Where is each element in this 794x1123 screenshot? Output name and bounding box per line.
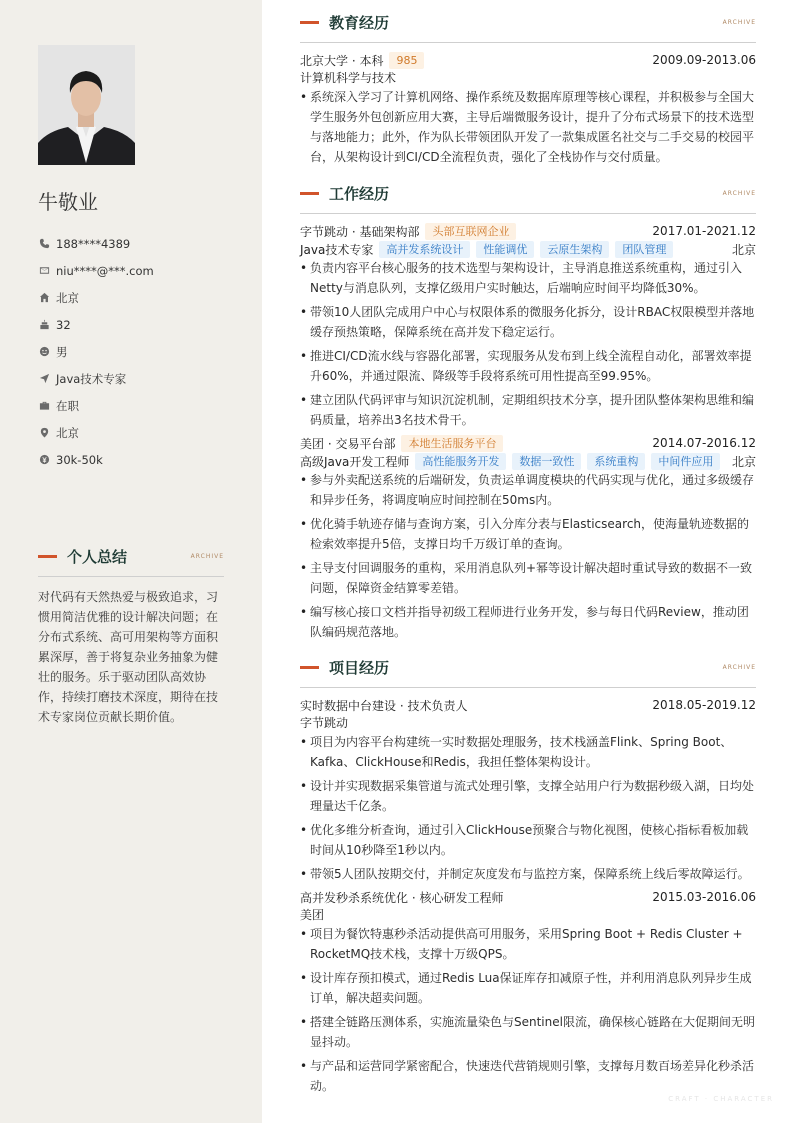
contact-status xyxy=(38,392,238,419)
section-accent-bar xyxy=(38,555,57,558)
education-row xyxy=(300,51,756,69)
education-bullets xyxy=(300,87,756,167)
project-bullets xyxy=(300,732,756,884)
job-role-row xyxy=(300,240,756,258)
list-item: • 系统深入学习了计算机网络、操作系统及数据库原理等核心课程，并积极参与全国大学生服务外包创新应用大赛，主导后端微服务设计，提升了分布式场景下的技术选型与落地能力；此外，作为队长带领团队开发了一款集成匿名社交与二手交易的校园平台，从架构设计到CI/CD全流程负责，强化了全栈协作与交付质量。 xyxy=(300,87,756,167)
list-item: • 带领5人团队按期交付，并制定灰度发布与监控方案，保障系统上线后零故障运行。 xyxy=(300,864,756,884)
projects-section xyxy=(300,657,756,1100)
skill-tag: 数据一致性 xyxy=(512,453,581,470)
person-icon xyxy=(38,346,50,358)
projects-title: 项目经历 xyxy=(329,659,390,677)
archive-label: ARCHIVE xyxy=(722,664,756,671)
contact-home-value: 北京 xyxy=(56,290,79,305)
contact-gender xyxy=(38,338,238,365)
education-section xyxy=(300,12,756,171)
company-name: 美团 · 交易平台部 xyxy=(300,436,396,451)
job-role: 高级Java开发工程师 xyxy=(300,454,410,469)
sidebar xyxy=(0,0,262,1123)
summary-header xyxy=(38,546,224,567)
project-period: 2018.05-2019.12 xyxy=(652,698,756,712)
phone-icon xyxy=(38,238,50,250)
job-role: Java技术专家 xyxy=(300,242,374,257)
job-header-row xyxy=(300,434,756,452)
list-item: • 项目为餐饮特惠秒杀活动提供高可用服务，采用Spring Boot + Redis Cluster + RocketMQ技术栈，支撑十万级QPS。 xyxy=(300,924,756,964)
education-period: 2009.09-2013.06 xyxy=(652,53,756,67)
contact-phone xyxy=(38,230,238,257)
list-item: • 带领10人团队完成用户中心与权限体系的微服务化拆分，设计RBAC权限模型并落地缓存预热策略，保障系统在高并发下稳定运行。 xyxy=(300,302,756,342)
project-entry xyxy=(300,888,756,1096)
archive-label: ARCHIVE xyxy=(722,190,756,197)
contact-position xyxy=(38,365,238,392)
project-org: 美团 xyxy=(300,908,325,922)
archive-label: ARCHIVE xyxy=(722,19,756,26)
company-tag: 头部互联网企业 xyxy=(425,223,516,240)
profile-photo xyxy=(38,45,135,165)
contact-email-value: niu****@***.com xyxy=(56,263,154,278)
job-period: 2014.07-2016.12 xyxy=(652,436,756,450)
project-period: 2015.03-2016.06 xyxy=(652,890,756,904)
contact-status-value: 在职 xyxy=(56,398,79,413)
section-accent-bar xyxy=(300,21,319,24)
contact-gender-value: 男 xyxy=(56,344,68,359)
salary-icon xyxy=(38,454,50,466)
section-divider xyxy=(38,576,224,577)
send-icon xyxy=(38,373,50,385)
location-pin-icon xyxy=(38,427,50,439)
summary-text: 对代码有天然热爱与极致追求，习惯用简洁优雅的设计解决问题；在分布式系统、高可用架构等方面积累深厚，善于将复杂业务抽象为健壮的服务。乐于驱动团队高效协作，持续打磨技术深度，期待在技术专家岗位贡献长期价值。 xyxy=(38,590,219,724)
briefcase-icon xyxy=(38,400,50,412)
list-item: • 设计并实现数据采集管道与流式处理引擎，支撑全站用户行为数据秒级入湖，日均处理量达千亿条。 xyxy=(300,776,756,816)
section-accent-bar xyxy=(300,666,319,669)
job-entry xyxy=(300,222,756,430)
work-title: 工作经历 xyxy=(329,185,390,203)
job-city: 北京 xyxy=(731,454,756,469)
skill-tag: 系统重构 xyxy=(587,453,645,470)
job-bullets xyxy=(300,258,756,430)
project-org: 字节跳动 xyxy=(300,716,349,730)
major: 计算机科学与技术 xyxy=(300,71,397,85)
job-entry xyxy=(300,434,756,642)
list-item: • 参与外卖配送系统的后端研发，负责运单调度模块的代码实现与优化，通过多级缓存和异步任务，将调度响应时间控制在50ms内。 xyxy=(300,470,756,510)
job-bullets xyxy=(300,470,756,642)
contact-age xyxy=(38,311,238,338)
candidate-name: 牛敬业 xyxy=(38,190,98,214)
company-name: 字节跳动 · 基础架构部 xyxy=(300,224,420,239)
job-header-row xyxy=(300,222,756,240)
contact-phone-value: 188****4389 xyxy=(56,236,131,251)
summary-title: 个人总结 xyxy=(67,548,128,566)
skill-tag: 中间件应用 xyxy=(651,453,720,470)
job-period: 2017.01-2021.12 xyxy=(652,224,756,238)
cake-icon xyxy=(38,319,50,331)
contact-list xyxy=(38,230,238,473)
company-tag: 本地生活服务平台 xyxy=(401,435,503,452)
project-bullets xyxy=(300,924,756,1096)
watermark: CRAFT · CHARACTER xyxy=(668,1095,774,1103)
list-item: • 优化多维分析查询，通过引入ClickHouse预聚合与物化视图，使核心指标看板加载时间从10秒降至1秒以内。 xyxy=(300,820,756,860)
archive-label: ARCHIVE xyxy=(190,553,224,560)
projects-header xyxy=(300,657,756,678)
home-icon xyxy=(38,292,50,304)
list-item: • 建立团队代码评审与知识沉淀机制，定期组织技术分享，提升团队整体架构思维和编码质量，培养出3名技术骨干。 xyxy=(300,390,756,430)
contact-salary-value: 30k-50k xyxy=(56,452,103,467)
school-name: 北京大学 · 本科 xyxy=(300,53,384,68)
work-header xyxy=(300,183,756,204)
skill-tag: 团队管理 xyxy=(615,241,673,258)
contact-age-value: 32 xyxy=(56,317,71,332)
project-entry xyxy=(300,696,756,884)
list-item: • 设计库存预扣模式，通过Redis Lua保证库存扣减原子性，并利用消息队列异步生成订单，解决超卖问题。 xyxy=(300,968,756,1008)
list-item: • 主导支付回调服务的重构，采用消息队列+幂等设计解决超时重试导致的数据不一致问题，保障资金结算零差错。 xyxy=(300,558,756,598)
education-header xyxy=(300,12,756,33)
project-header-row xyxy=(300,696,756,714)
skill-tag: 性能调优 xyxy=(476,241,534,258)
contact-location-value: 北京 xyxy=(56,425,79,440)
list-item: • 编写核心接口文档并指导初级工程师进行业务开发，参与每日代码Review，推动团队编码规范落地。 xyxy=(300,602,756,642)
skill-tag: 云原生架构 xyxy=(540,241,609,258)
section-accent-bar xyxy=(300,192,319,195)
contact-email xyxy=(38,257,238,284)
work-section xyxy=(300,183,756,646)
mail-icon xyxy=(38,265,50,277)
contact-home xyxy=(38,284,238,311)
project-name: 实时数据中台建设 · 技术负责人 xyxy=(300,698,468,713)
list-item: • 搭建全链路压测体系，实施流量染色与Sentinel限流，确保核心链路在大促期间无明显抖动。 xyxy=(300,1012,756,1052)
project-header-row xyxy=(300,888,756,906)
school-tag: 985 xyxy=(389,52,424,69)
list-item: • 优化骑手轨迹存储与查询方案，引入分库分表与Elasticsearch，使海量轨迹数据的检索效率提升5倍，支撑日均千万级订单的查询。 xyxy=(300,514,756,554)
contact-location xyxy=(38,419,238,446)
list-item: • 项目为内容平台构建统一实时数据处理服务，技术栈涵盖Flink、Spring Boot、Kafka、ClickHouse和Redis，我担任整体架构设计。 xyxy=(300,732,756,772)
contact-position-value: Java技术专家 xyxy=(56,371,127,386)
education-title: 教育经历 xyxy=(329,14,390,32)
job-role-row xyxy=(300,452,756,470)
skill-tag: 高并发系统设计 xyxy=(379,241,470,258)
list-item: • 推进CI/CD流水线与容器化部署，实现服务从发布到上线全流程自动化，部署效率提升60%，并通过限流、降级等手段将系统可用性提高至99.95%。 xyxy=(300,346,756,386)
summary-section xyxy=(38,546,224,727)
project-name: 高并发秒杀系统优化 · 核心研发工程师 xyxy=(300,890,504,905)
job-city: 北京 xyxy=(731,242,756,257)
skill-tag: 高性能服务开发 xyxy=(415,453,506,470)
list-item: • 与产品和运营同学紧密配合，快速迭代营销规则引擎，支撑每月数百场差异化秒杀活动。 xyxy=(300,1056,756,1096)
contact-salary xyxy=(38,446,238,473)
list-item: • 负责内容平台核心服务的技术选型与架构设计，主导消息推送系统重构，通过引入Netty与消息队列，支撑亿级用户实时触达，后端响应时间平均降低30%。 xyxy=(300,258,756,298)
